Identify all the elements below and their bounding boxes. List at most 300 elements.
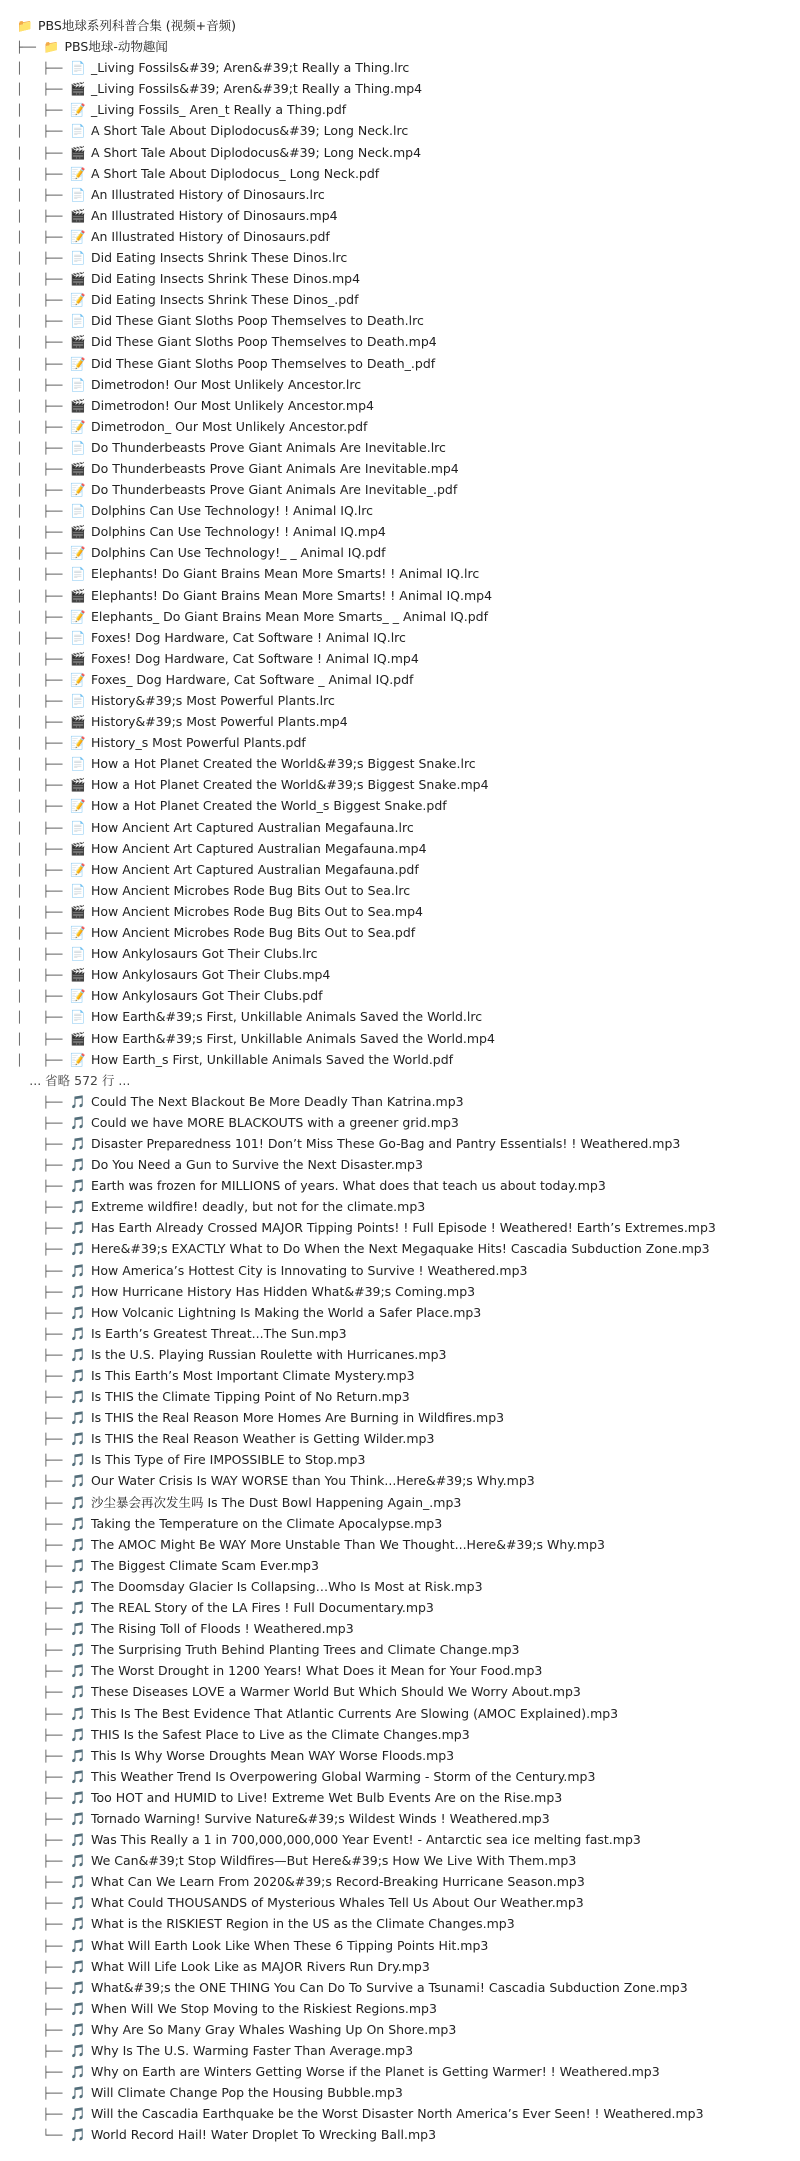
music-icon: 🎵 [70, 1220, 86, 1236]
music-icon: 🎵 [70, 1642, 86, 1658]
file-name: This Is Why Worse Droughts Mean WAY Worse Floods.mp3 [90, 1747, 455, 1763]
tree-file[interactable] [16, 1850, 800, 1871]
tree-file[interactable] [16, 542, 800, 563]
tree-branch-prefix: │ ├── [16, 62, 69, 76]
tree-file[interactable] [16, 99, 800, 120]
tree-branch-prefix: ├── [16, 1159, 69, 1173]
tree-branch-prefix: └── [16, 2129, 69, 2143]
tree-file[interactable] [16, 1492, 800, 1513]
music-icon: 🎵 [70, 1368, 86, 1383]
file-name: What is the RISKIEST Region in the US as the Climate Changes.mp3 [90, 1916, 515, 1932]
tree-file[interactable] [16, 732, 800, 753]
file-name: How Earth&#39;s First, Unkillable Animals Saved the World.mp4 [90, 1030, 495, 1046]
file-name: The AMOC Might Be WAY More Unstable Than We Thought...Here&#39;s Why.mp3 [90, 1536, 605, 1552]
tree-branch-prefix: ├── [16, 1918, 69, 1932]
tree-branch-prefix: ├── [16, 1602, 69, 1616]
tree-file[interactable] [16, 690, 800, 711]
file-name: When Will We Stop Moving to the Riskiest Regions.mp3 [90, 2000, 437, 2016]
music-icon: 🎵 [70, 1768, 86, 1784]
tree-branch-prefix: ├── [16, 2108, 69, 2122]
file-name: Do Thunderbeasts Prove Giant Animals Are Inevitable.lrc [90, 439, 446, 455]
file-name: The Biggest Climate Scam Ever.mp3 [90, 1557, 319, 1573]
video-icon: 🎬 [70, 460, 86, 476]
tree-branch-prefix: ├── [16, 1623, 69, 1637]
tree-branch-prefix: │ ├── [16, 336, 69, 350]
file-icon: 📄 [70, 60, 86, 76]
music-icon: 🎵 [70, 2127, 86, 2143]
tree-branch-prefix: │ ├── [16, 547, 69, 561]
tree-branch-prefix: ├── [16, 1201, 69, 1215]
tree-file[interactable] [16, 416, 800, 437]
tree-file[interactable] [16, 1133, 800, 1154]
tree-branch-prefix: ├── [16, 41, 43, 55]
pdf-icon: 📝 [70, 545, 86, 561]
file-name: Has Earth Already Crossed MAJOR Tipping Points! ! Full Episode ! Weathered! Earth’s Extremes.mp3 [90, 1220, 716, 1236]
tree-branch-prefix: │ ├── [16, 758, 69, 772]
music-icon: 🎵 [70, 2064, 86, 2080]
music-icon: 🎵 [70, 1726, 86, 1742]
video-icon: 🎬 [70, 334, 86, 350]
tree-branch-prefix: ├── [16, 1960, 69, 1974]
file-name: How Ankylosaurs Got Their Clubs.pdf [90, 988, 323, 1004]
tree-file[interactable] [16, 1534, 800, 1555]
pdf-icon: 📝 [70, 861, 86, 877]
folder-icon: 📁 [17, 18, 33, 33]
file-name: THIS Is the Safest Place to Live as the Climate Changes.mp3 [90, 1726, 470, 1742]
file-icon: 📄 [70, 439, 86, 455]
music-icon: 🎵 [70, 2043, 86, 2058]
music-icon: 🎵 [70, 1410, 86, 1426]
tree-file[interactable] [16, 205, 800, 226]
tree-file[interactable] [16, 1091, 800, 1112]
tree-branch-prefix: ├── [16, 1876, 69, 1890]
pdf-icon: 📝 [70, 671, 86, 687]
tree-file[interactable] [16, 1386, 800, 1407]
tree-branch-prefix: ├── [16, 1306, 69, 1320]
video-icon: 🎬 [70, 207, 86, 223]
tree-file[interactable] [16, 289, 800, 310]
tree-file[interactable] [16, 458, 800, 479]
tree-file[interactable] [16, 184, 800, 205]
music-icon: 🎵 [70, 1895, 86, 1911]
tree-file[interactable] [16, 922, 800, 943]
tree-branch-prefix: ├── [16, 1180, 69, 1194]
tree-file[interactable] [16, 163, 800, 184]
music-icon: 🎵 [70, 1114, 86, 1130]
tree-file[interactable] [16, 226, 800, 247]
file-name: How Ancient Art Captured Australian Megafauna.mp4 [90, 840, 427, 856]
tree-file[interactable] [16, 1660, 800, 1681]
video-icon: 🎬 [70, 81, 86, 97]
file-name: We Can&#39;t Stop Wildfires—But Here&#39;s How We Live With Them.mp3 [90, 1853, 577, 1869]
file-icon: 📄 [70, 250, 86, 266]
file-name: How Ancient Microbes Rode Bug Bits Out to Sea.lrc [90, 882, 411, 898]
file-name: What Will Life Look Like as MAJOR Rivers Run Dry.mp3 [90, 1958, 430, 1974]
pdf-icon: 📝 [70, 165, 86, 181]
tree-file[interactable] [16, 1766, 800, 1787]
tree-file[interactable] [16, 774, 800, 795]
file-icon: 📄 [70, 186, 86, 202]
file-name: Dolphins Can Use Technology! ! Animal IQ.lrc [90, 503, 373, 519]
pdf-icon: 📝 [70, 355, 86, 371]
pdf-icon: 📝 [70, 418, 86, 434]
file-name: How Ancient Microbes Rode Bug Bits Out to Sea.mp4 [90, 903, 423, 919]
tree-file[interactable] [16, 1323, 800, 1344]
tree-file[interactable] [16, 1049, 800, 1070]
music-icon: 🎵 [70, 1937, 86, 1953]
music-icon: 🎵 [70, 1557, 86, 1573]
video-icon: 🎬 [70, 840, 86, 856]
pdf-icon: 📝 [70, 482, 86, 498]
tree-file[interactable] [16, 1555, 800, 1576]
file-icon: 📄 [70, 629, 86, 645]
file-name: The Worst Drought in 1200 Years! What Does it Mean for Your Food.mp3 [90, 1663, 543, 1679]
file-icon: 📄 [70, 819, 86, 835]
file-name: Disaster Preparedness 101! Don’t Miss These Go-Bag and Pantry Essentials! ! Weathered.mp3 [90, 1135, 681, 1151]
file-name: Is the U.S. Playing Russian Roulette with Hurricanes.mp3 [90, 1346, 447, 1362]
tree-file[interactable] [16, 1175, 800, 1196]
file-name: Do Thunderbeasts Prove Giant Animals Are Inevitable.mp4 [90, 460, 459, 476]
tree-file[interactable] [16, 1956, 800, 1977]
music-icon: 🎵 [70, 1262, 86, 1278]
tree-file[interactable] [16, 1154, 800, 1175]
file-name: What&#39;s the ONE THING You Can Do To Survive a Tsunami! Cascadia Subduction Zone.mp3 [90, 1979, 688, 1995]
file-name: Was This Really a 1 in 700,000,000,000 Year Event! - Antarctic sea ice melting fast.mp3 [90, 1832, 641, 1848]
file-name: Dolphins Can Use Technology! ! Animal IQ.mp4 [90, 524, 386, 540]
tree-branch-prefix: │ ├── [16, 357, 69, 371]
tree-file[interactable] [16, 1935, 800, 1956]
tree-branch-prefix: │ ├── [16, 315, 69, 329]
tree-branch-prefix: ├── [16, 1496, 69, 1510]
tree-file[interactable] [16, 1028, 800, 1049]
tree-file[interactable] [16, 1703, 800, 1724]
tree-file[interactable] [16, 120, 800, 141]
tree-file[interactable] [16, 795, 800, 816]
tree-file[interactable] [16, 985, 800, 1006]
file-name: The REAL Story of the LA Fires ! Full Documentary.mp3 [90, 1600, 434, 1616]
tree-file[interactable] [16, 859, 800, 880]
file-name: Why Is The U.S. Warming Faster Than Average.mp3 [90, 2043, 414, 2058]
file-name: Did Eating Insects Shrink These Dinos_.pdf [90, 292, 359, 308]
tree-branch-prefix: │ ├── [16, 209, 69, 223]
tree-branch-prefix: ├── [16, 1791, 69, 1805]
tree-branch-prefix: ├── [16, 1580, 69, 1594]
tree-file[interactable] [16, 1365, 800, 1386]
file-name: Is Earth’s Greatest Threat...The Sun.mp3 [90, 1325, 347, 1341]
music-icon: 🎵 [70, 2106, 86, 2122]
file-name: The Rising Toll of Floods ! Weathered.mp3 [90, 1621, 354, 1637]
music-icon: 🎵 [70, 1789, 86, 1805]
tree-file[interactable] [16, 838, 800, 859]
tree-branch-prefix: │ ├── [16, 927, 69, 941]
tree-file[interactable] [16, 1217, 800, 1238]
tree-branch-prefix: │ ├── [16, 484, 69, 498]
tree-file[interactable] [16, 500, 800, 521]
tree-branch-prefix: │ ├── [16, 631, 69, 645]
tree-file[interactable] [16, 247, 800, 268]
file-name: This Weather Trend Is Overpowering Global Warming - Storm of the Century.mp3 [90, 1768, 596, 1784]
music-icon: 🎵 [70, 1346, 86, 1362]
file-name: Tornado Warning! Survive Nature&#39;s Wildest Winds ! Weathered.mp3 [90, 1810, 550, 1826]
pdf-icon: 📝 [70, 608, 86, 624]
tree-file[interactable] [16, 1787, 800, 1808]
tree-file[interactable] [16, 1977, 800, 1998]
tree-file[interactable] [16, 2082, 800, 2103]
video-icon: 🎬 [70, 777, 86, 793]
file-name: _Living Fossils&#39; Aren&#39;t Really a Thing.mp4 [90, 81, 423, 97]
tree-branch-prefix: ├── [16, 1517, 69, 1531]
tree-file[interactable] [16, 817, 800, 838]
tree-branch-prefix: ├── [16, 1770, 69, 1784]
music-icon: 🎵 [70, 1600, 86, 1616]
file-name: Dimetrodon! Our Most Unlikely Ancestor.lrc [90, 376, 362, 392]
tree-file[interactable] [16, 943, 800, 964]
tree-branch-prefix: │ ├── [16, 420, 69, 434]
tree-file[interactable] [16, 1112, 800, 1133]
tree-branch-prefix: ├── [16, 1559, 69, 1573]
file-name: How Ancient Art Captured Australian Megafauna.lrc [90, 819, 414, 835]
tree-branch-prefix: │ ├── [16, 146, 69, 160]
file-name: Did Eating Insects Shrink These Dinos.mp4 [90, 271, 361, 287]
music-icon: 🎵 [70, 1157, 86, 1173]
tree-branch-prefix: │ ├── [16, 273, 69, 287]
tree-file[interactable] [16, 669, 800, 690]
tree-file[interactable] [16, 753, 800, 774]
file-name: Did These Giant Sloths Poop Themselves to Death.lrc [90, 313, 424, 329]
music-icon: 🎵 [70, 1705, 86, 1721]
tree-file[interactable] [16, 1808, 800, 1829]
tree-file[interactable] [16, 1576, 800, 1597]
folder-name: PBS地球系列科普合集 (视频+音频) [37, 18, 237, 33]
tree-file[interactable] [16, 1597, 800, 1618]
video-icon: 🎬 [70, 397, 86, 413]
tree-file[interactable] [16, 2061, 800, 2082]
tree-file[interactable] [16, 1724, 800, 1745]
music-icon: 🎵 [70, 1810, 86, 1826]
tree-file[interactable] [16, 585, 800, 606]
tree-branch-prefix: ├── [16, 1707, 69, 1721]
file-name: _Living Fossils&#39; Aren&#39;t Really a Thing.lrc [90, 60, 410, 76]
music-icon: 🎵 [70, 1178, 86, 1194]
file-name: How a Hot Planet Created the World_s Biggest Snake.pdf [90, 798, 447, 814]
file-name: How America’s Hottest City is Innovating to Survive ! Weathered.mp3 [90, 1262, 528, 1278]
file-name: Earth was frozen for MILLIONS of years. What does that teach us about today.mp3 [90, 1178, 606, 1194]
music-icon: 🎵 [70, 1832, 86, 1848]
file-icon: 📄 [70, 693, 86, 708]
file-name: Dimetrodon! Our Most Unlikely Ancestor.mp4 [90, 397, 375, 413]
tree-file[interactable] [16, 1745, 800, 1766]
file-icon: 📄 [70, 756, 86, 772]
tree-file[interactable] [16, 331, 800, 352]
file-name: A Short Tale About Diplodocus&#39; Long Neck.mp4 [90, 144, 422, 160]
video-icon: 🎬 [70, 903, 86, 919]
music-icon: 🎵 [70, 1199, 86, 1215]
tree-file[interactable] [16, 1196, 800, 1217]
tree-file[interactable] [16, 1470, 800, 1491]
music-icon: 🎵 [70, 2085, 86, 2101]
tree-file[interactable] [16, 880, 800, 901]
tree-file[interactable] [16, 521, 800, 542]
tree-file[interactable] [16, 374, 800, 395]
file-name: How Hurricane History Has Hidden What&#39;s Coming.mp3 [90, 1283, 476, 1299]
video-icon: 🎬 [70, 650, 86, 666]
tree-branch-prefix: ├── [16, 1327, 69, 1341]
tree-file[interactable] [16, 1998, 800, 2019]
tree-file[interactable] [16, 1513, 800, 1534]
file-icon: 📄 [70, 313, 86, 329]
tree-branch-prefix: ├── [16, 2002, 69, 2016]
tree-file[interactable] [16, 711, 800, 732]
file-name: An Illustrated History of Dinosaurs.mp4 [90, 207, 338, 223]
tree-branch-prefix: │ ├── [16, 441, 69, 455]
file-icon: 📄 [70, 376, 86, 392]
music-icon: 🎵 [70, 1536, 86, 1552]
music-icon: 🎵 [70, 1325, 86, 1341]
file-name: 沙尘暴会再次发生吗 Is The Dust Bowl Happening Again_.mp3 [90, 1494, 462, 1510]
tree-branch-prefix: │ ├── [16, 737, 69, 751]
pdf-icon: 📝 [70, 925, 86, 941]
tree-file[interactable] [16, 1238, 800, 1259]
tree-file[interactable] [16, 2040, 800, 2061]
file-name: Is This Earth’s Most Important Climate Mystery.mp3 [90, 1368, 415, 1383]
tree-branch-prefix: ├── [16, 1454, 69, 1468]
music-icon: 🎵 [70, 1515, 86, 1531]
tree-branch-prefix: ├── [16, 1370, 69, 1383]
file-name: Our Water Crisis Is WAY WORSE than You Think...Here&#39;s Why.mp3 [90, 1473, 535, 1489]
pdf-icon: 📝 [70, 798, 86, 814]
file-name: Is THIS the Real Reason Weather is Getting Wilder.mp3 [90, 1431, 435, 1447]
tree-file[interactable] [16, 57, 800, 78]
tree-file[interactable] [16, 1618, 800, 1639]
tree-branch-prefix: ├── [16, 1348, 69, 1362]
file-icon: 📄 [70, 503, 86, 519]
tree-file[interactable] [16, 353, 800, 374]
file-name: Foxes! Dog Hardware, Cat Software ! Animal IQ.mp4 [90, 650, 419, 666]
file-name: Could we have MORE BLACKOUTS with a greener grid.mp3 [90, 1114, 459, 1130]
tree-branch-prefix: ├── [16, 1665, 69, 1679]
tree-file[interactable] [16, 2124, 800, 2145]
tree-file[interactable] [16, 310, 800, 331]
tree-branch-prefix: │ ├── [16, 884, 69, 898]
tree-branch-prefix: │ ├── [16, 695, 69, 708]
music-icon: 🎵 [70, 1135, 86, 1151]
tree-file[interactable] [16, 1829, 800, 1850]
tree-file[interactable] [16, 1449, 800, 1470]
file-name: How Earth_s First, Unkillable Animals Saved the World.pdf [90, 1051, 454, 1067]
file-name: The Surprising Truth Behind Planting Trees and Climate Change.mp3 [90, 1642, 520, 1658]
tree-file[interactable] [16, 2019, 800, 2040]
music-icon: 🎵 [70, 1389, 86, 1405]
tree-branch-prefix: │ ├── [16, 1053, 69, 1067]
tree-file[interactable] [16, 437, 800, 458]
tree-file[interactable] [16, 1260, 800, 1281]
tree-branch-prefix: ├── [16, 1285, 69, 1299]
tree-file[interactable] [16, 1344, 800, 1365]
tree-file[interactable] [16, 964, 800, 985]
tree-file[interactable] [16, 268, 800, 289]
tree-file[interactable] [16, 142, 800, 163]
file-name: Dimetrodon_ Our Most Unlikely Ancestor.pdf [90, 418, 368, 434]
tree-branch-prefix: │ ├── [16, 948, 69, 962]
tree-file[interactable] [16, 606, 800, 627]
file-name: How a Hot Planet Created the World&#39;s Biggest Snake.mp4 [90, 777, 489, 793]
tree-file[interactable] [16, 1913, 800, 1934]
tree-file[interactable] [16, 1302, 800, 1323]
tree-branch-prefix: │ ├── [16, 399, 69, 413]
tree-branch-prefix: │ ├── [16, 1011, 69, 1025]
file-name: Did These Giant Sloths Poop Themselves to Death.mp4 [90, 334, 437, 350]
music-icon: 🎵 [70, 1958, 86, 1974]
tree-branch-prefix: │ ├── [16, 905, 69, 919]
file-name: Did Eating Insects Shrink These Dinos.lrc [90, 250, 348, 266]
tree-branch-prefix: │ ├── [16, 800, 69, 814]
music-icon: 🎵 [70, 2000, 86, 2016]
tree-branch-prefix: ├── [16, 1855, 69, 1869]
music-icon: 🎵 [70, 1431, 86, 1447]
file-icon: 📄 [70, 946, 86, 962]
music-icon: 🎵 [70, 2021, 86, 2037]
tree-file[interactable] [16, 1639, 800, 1660]
tree-file[interactable] [16, 627, 800, 648]
music-icon: 🎵 [70, 1093, 86, 1109]
tree-file[interactable] [16, 1281, 800, 1302]
tree-branch-prefix: │ ├── [16, 969, 69, 983]
tree-file[interactable] [16, 1871, 800, 1892]
tree-file[interactable] [16, 479, 800, 500]
tree-file[interactable] [16, 78, 800, 99]
file-name: History_s Most Powerful Plants.pdf [90, 735, 306, 751]
tree-file[interactable] [16, 1892, 800, 1913]
tree-file[interactable] [16, 648, 800, 669]
tree-branch-prefix: │ ├── [16, 462, 69, 476]
file-name: A Short Tale About Diplodocus&#39; Long Neck.lrc [90, 123, 409, 139]
video-icon: 🎬 [70, 271, 86, 287]
tree-folder[interactable] [16, 15, 800, 36]
tree-branch-prefix: ├── [16, 1749, 69, 1763]
tree-branch-prefix: │ ├── [16, 779, 69, 793]
music-icon: 🎵 [70, 1621, 86, 1637]
tree-file[interactable] [16, 2103, 800, 2124]
tree-branch-prefix: │ ├── [16, 378, 69, 392]
music-icon: 🎵 [70, 1663, 86, 1679]
music-icon: 🎵 [70, 1452, 86, 1468]
music-icon: 🎵 [70, 1853, 86, 1869]
tree-branch-prefix: ├── [16, 1644, 69, 1658]
tree-file[interactable] [16, 901, 800, 922]
tree-branch-prefix: │ ├── [16, 526, 69, 540]
tree-branch-prefix: ├── [16, 1981, 69, 1995]
tree-branch-prefix: │ ├── [16, 652, 69, 666]
file-name: What Could THOUSANDS of Mysterious Whales Tell Us About Our Weather.mp3 [90, 1895, 584, 1911]
tree-file[interactable] [16, 1428, 800, 1449]
file-name: What Can We Learn From 2020&#39;s Record-Breaking Hurricane Season.mp3 [90, 1874, 585, 1890]
tree-file[interactable] [16, 1681, 800, 1702]
tree-file[interactable] [16, 1407, 800, 1428]
file-name: These Diseases LOVE a Warmer World But Which Should We Worry About.mp3 [90, 1684, 581, 1700]
tree-branch-prefix: │ ├── [16, 990, 69, 1004]
tree-folder[interactable] [16, 36, 800, 57]
tree-file[interactable] [16, 395, 800, 416]
tree-file[interactable] [16, 563, 800, 584]
music-icon: 🎵 [70, 1283, 86, 1299]
music-icon: 🎵 [70, 1241, 86, 1257]
file-name: Will the Cascadia Earthquake be the Worst Disaster North America’s Ever Seen! ! Weathered.mp3 [90, 2106, 704, 2122]
tree-branch-prefix: ├── [16, 1095, 69, 1109]
music-icon: 🎵 [70, 1473, 86, 1489]
tree-file[interactable] [16, 1006, 800, 1027]
file-name: How Earth&#39;s First, Unkillable Animals Saved the World.lrc [90, 1009, 483, 1025]
file-icon: 📄 [70, 566, 86, 582]
